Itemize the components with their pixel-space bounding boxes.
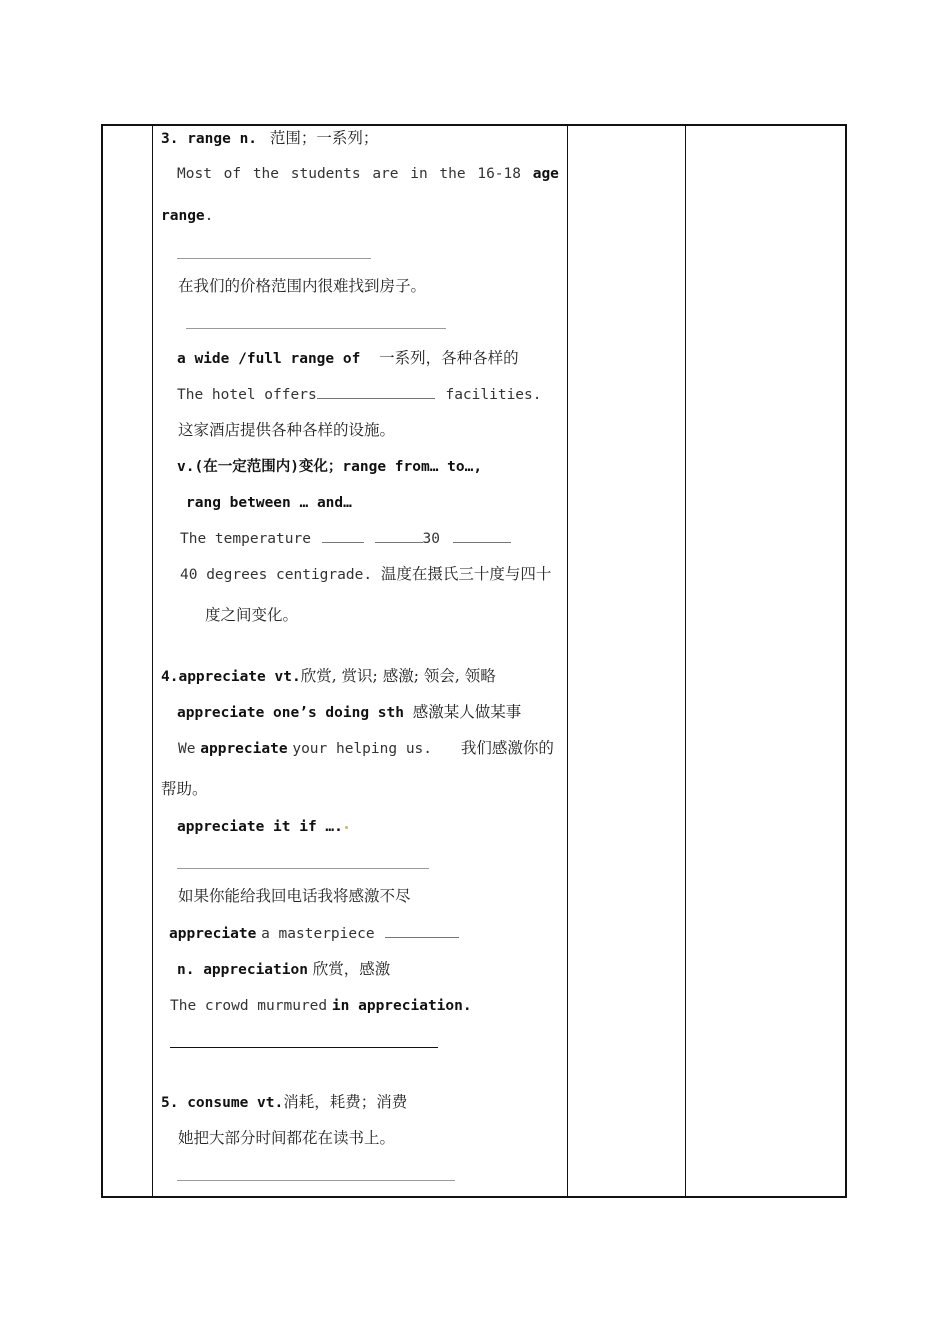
answer-blank[interactable] xyxy=(170,1047,438,1048)
phrase: rang between … and… xyxy=(186,495,352,511)
headword: 3. range n. xyxy=(161,131,258,147)
sentence-part: The hotel offers xyxy=(177,387,317,403)
translation-prompt: 如果你能给我回电话我将感激不尽 xyxy=(178,887,411,905)
answer-blank[interactable] xyxy=(385,923,459,938)
translation-prompt: 她把大部分时间都花在读书上。 xyxy=(178,1129,396,1147)
headword-meaning: 欣赏, 赏识; 感激; 领会, 领略 xyxy=(300,667,496,685)
headword: 4.appreciate vt. xyxy=(161,669,301,685)
word: age xyxy=(532,166,559,182)
word: the xyxy=(252,166,280,182)
phrase-line xyxy=(177,348,519,369)
sentence-translation: 这家酒店提供各种各样的设施。 xyxy=(178,421,396,439)
mark-dot xyxy=(345,826,348,829)
noun-word: n. appreciation xyxy=(177,962,308,978)
headword-meaning: 范围；一系列； xyxy=(269,129,379,147)
sentence-part: 40 degrees centigrade. xyxy=(180,567,373,583)
phrase-line xyxy=(177,702,521,723)
sentence-translation: 度之间变化。 xyxy=(205,606,299,624)
sentence-part: The temperature xyxy=(180,531,311,547)
sentence-translation: 温度在摄氏三十度与四十 xyxy=(380,565,552,583)
headword: 5. consume vt. xyxy=(161,1095,284,1111)
example-sentence-cont xyxy=(161,205,213,226)
answer-blank[interactable] xyxy=(177,1180,455,1181)
table-notes-column xyxy=(686,126,846,1196)
sentence-part: We xyxy=(178,741,196,757)
verb-meaning: v.(在一定范围内)变化；range from… to…, xyxy=(177,459,483,475)
answer-blank[interactable] xyxy=(322,528,364,543)
sentence-part: 30 xyxy=(422,531,440,547)
sentence-part: facilities. xyxy=(445,387,542,403)
translation-prompt: 在我们的价格范围内很难找到房子。 xyxy=(178,277,427,295)
answer-blank[interactable] xyxy=(375,528,423,543)
word: in xyxy=(410,166,428,182)
example-sentence xyxy=(177,164,559,184)
section-5-heading xyxy=(161,1092,407,1113)
section-3-heading xyxy=(161,128,378,149)
word: range xyxy=(161,208,205,224)
noun-form xyxy=(177,959,390,980)
table-notes-column xyxy=(568,126,684,1196)
word: 16-18 xyxy=(477,166,521,182)
sentence-translation: 帮助。 xyxy=(161,780,208,798)
answer-blank[interactable] xyxy=(317,384,435,399)
phrase-line xyxy=(177,816,348,837)
sentence-part: The crowd murmured xyxy=(170,998,328,1014)
word: students xyxy=(290,166,361,182)
sentence-part: appreciate xyxy=(200,741,288,757)
table-content-cell xyxy=(153,126,566,1196)
phrase: appreciate it if …. xyxy=(177,819,343,835)
verb-usage xyxy=(177,456,482,477)
answer-blank[interactable] xyxy=(453,528,511,543)
phrase-meaning: 感激某人做某事 xyxy=(412,703,522,721)
sentence-part: in appreciation. xyxy=(331,998,472,1014)
fill-in-phrase xyxy=(169,923,459,944)
noun-meaning: 欣赏，感激 xyxy=(312,960,391,978)
phrase: appreciate one’s doing sth xyxy=(177,705,404,721)
sentence-part: your helping us. xyxy=(292,741,433,757)
punctuation: . xyxy=(204,208,214,224)
word: are xyxy=(372,166,399,182)
sentence-translation: 我们感激你的 xyxy=(460,739,554,757)
example-sentence xyxy=(178,738,554,759)
table-left-column xyxy=(103,126,151,1196)
example-sentence xyxy=(170,995,472,1016)
sentence-part: a masterpiece xyxy=(261,926,375,942)
fill-in-sentence-cont xyxy=(180,564,551,585)
answer-blank[interactable] xyxy=(177,258,371,259)
section-4-heading xyxy=(161,666,496,687)
answer-blank[interactable] xyxy=(186,328,446,329)
fill-in-sentence xyxy=(180,528,511,549)
verb-usage-cont xyxy=(186,492,352,513)
word: the xyxy=(439,166,466,182)
fill-in-sentence xyxy=(177,384,542,405)
word: of xyxy=(223,166,242,182)
phrase-meaning: 一系列，各种各样的 xyxy=(379,349,519,367)
phrase: a wide /full range of xyxy=(177,351,361,367)
phrase: appreciate xyxy=(169,926,257,942)
headword-meaning: 消耗，耗费；消费 xyxy=(283,1093,408,1111)
answer-blank[interactable] xyxy=(177,868,429,869)
word: Most xyxy=(177,166,212,182)
